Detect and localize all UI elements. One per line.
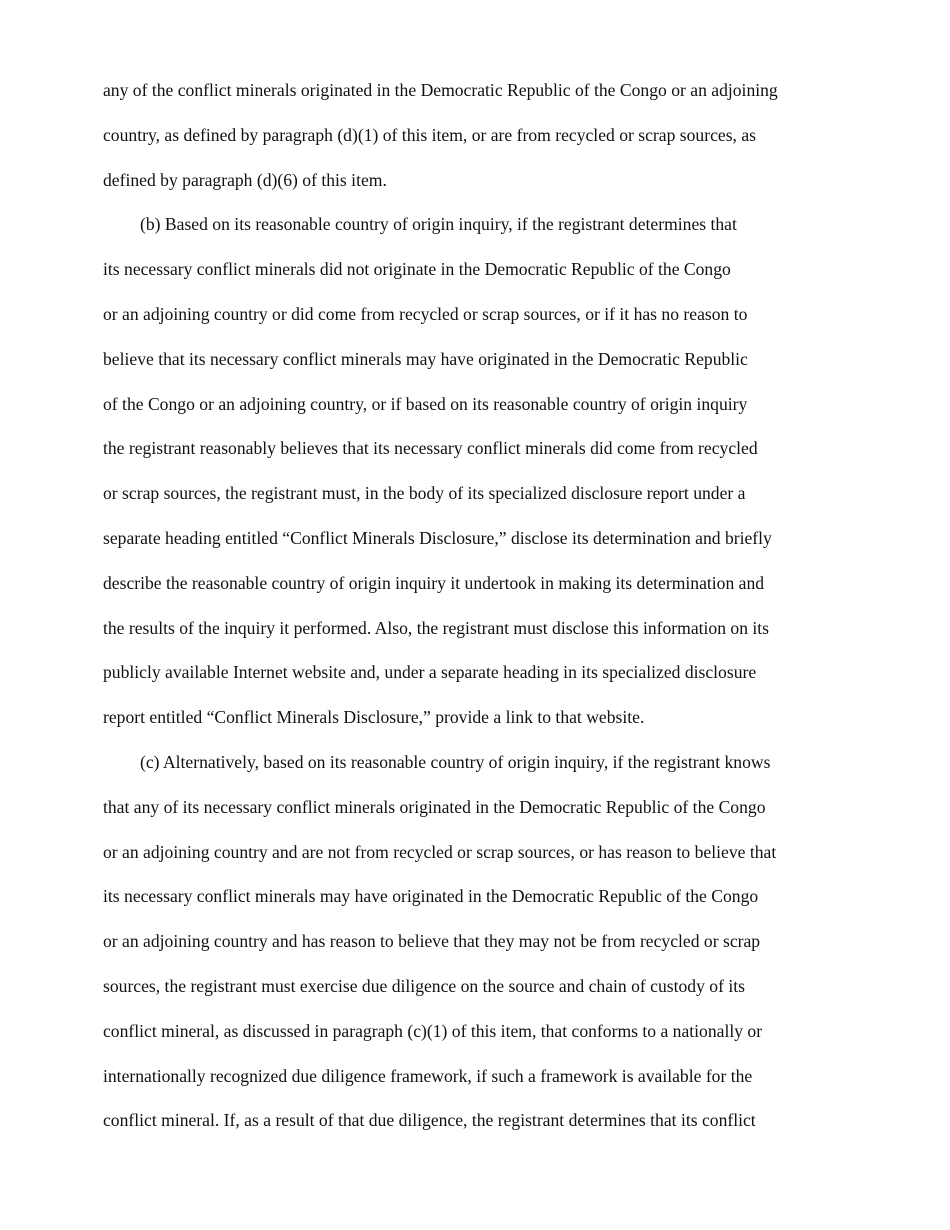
text-line: that any of its necessary conflict minerals originated in the Democratic Republic of the Congo	[103, 796, 766, 817]
text-line: country, as defined by paragraph (d)(1) of this item, or are from recycled or scrap sources, as	[103, 124, 756, 145]
text-line: or scrap sources, the registrant must, in the body of its specialized disclosure report under a	[103, 483, 746, 504]
paragraph-c-start: (c) Alternatively, based on its reasonable country of origin inquiry, if the registrant knows	[140, 751, 771, 772]
text-line: or an adjoining country and are not from recycled or scrap sources, or has reason to believe that	[103, 841, 777, 862]
text-line: sources, the registrant must exercise due diligence on the source and chain of custody of its	[103, 975, 745, 996]
text-line: defined by paragraph (d)(6) of this item.	[103, 169, 387, 190]
body-text	[103, 68, 843, 1143]
text-line: conflict mineral, as discussed in paragraph (c)(1) of this item, that conforms to a nationally or	[103, 1020, 763, 1041]
text-line: or an adjoining country and has reason to believe that they may not be from recycled or scrap	[103, 931, 761, 952]
text-line: the results of the inquiry it performed. Also, the registrant must disclose this information on its	[103, 617, 770, 638]
text-line: of the Congo or an adjoining country, or if based on its reasonable country of origin inquiry	[103, 393, 748, 414]
text-line: believe that its necessary conflict minerals may have originated in the Democratic Republic	[103, 348, 748, 369]
text-line: internationally recognized due diligence framework, if such a framework is available for the	[103, 1065, 753, 1086]
text-line: any of the conflict minerals originated in the Democratic Republic of the Congo or an adjoining	[103, 80, 778, 100]
text-line: or an adjoining country or did come from recycled or scrap sources, or if it has no reason to	[103, 303, 748, 324]
text-line: its necessary conflict minerals did not originate in the Democratic Republic of the Congo	[103, 259, 731, 280]
text-line: describe the reasonable country of origin inquiry it undertook in making its determination and	[103, 572, 765, 593]
text-line: conflict mineral. If, as a result of that due diligence, the registrant determines that its conflict	[103, 1110, 756, 1131]
paragraph-b-start: (b) Based on its reasonable country of origin inquiry, if the registrant determines that	[140, 214, 737, 235]
text-line: separate heading entitled “Conflict Minerals Disclosure,” disclose its determination and briefly	[103, 527, 772, 548]
text-line: report entitled “Conflict Minerals Disclosure,” provide a link to that website.	[103, 707, 645, 728]
text-line: the registrant reasonably believes that its necessary conflict minerals did come from recycled	[103, 438, 758, 459]
text-line: publicly available Internet website and, under a separate heading in its specialized disclosure	[103, 662, 757, 683]
text-line: its necessary conflict minerals may have originated in the Democratic Republic of the Congo	[103, 886, 759, 907]
